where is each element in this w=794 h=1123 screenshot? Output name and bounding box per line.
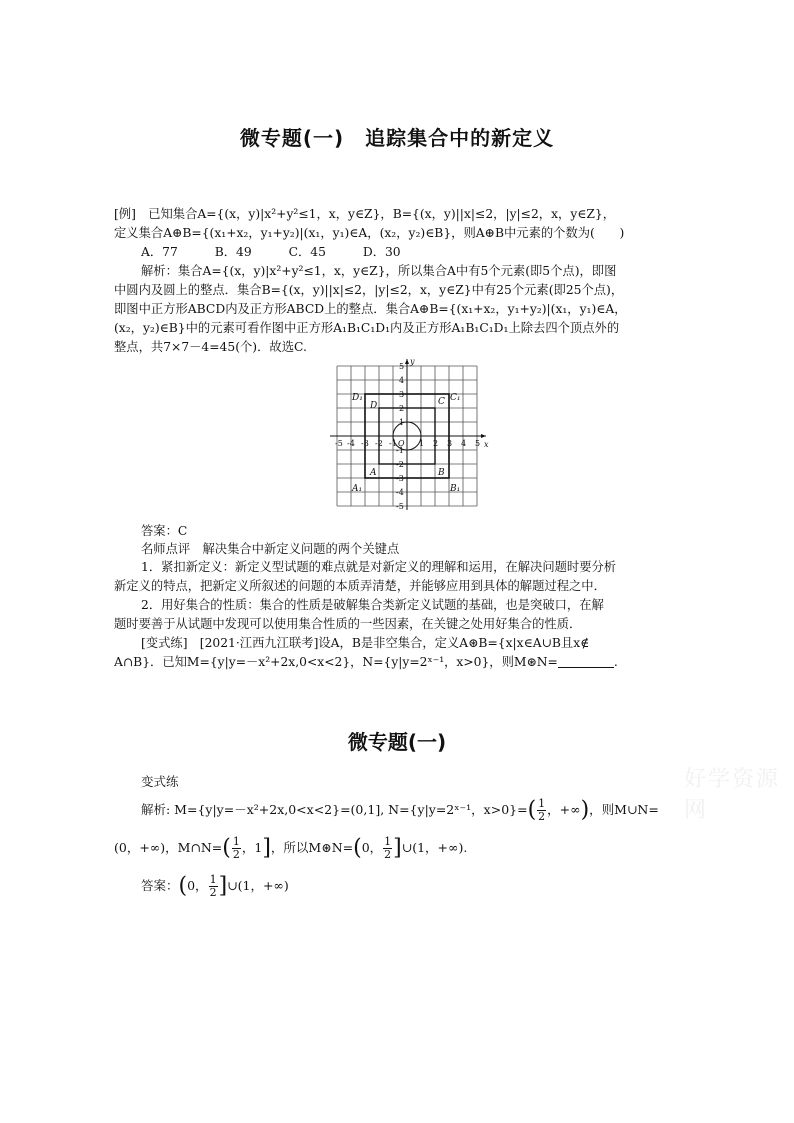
comment-p1-line-1: 1．紧扣新定义：新定义型试题的难点就是对新定义的理解和运用，在解决问题时要分析 — [141, 560, 617, 574]
y-tick: 5 — [399, 362, 405, 371]
x-tick: -3 — [361, 439, 369, 448]
coordinate-figure — [326, 358, 494, 514]
solution-answer: 答案：(0， $\frac{1}{2}$ ]∪(1，+∞) — [141, 873, 289, 899]
origin-label: O — [398, 439, 405, 448]
solution-text: ∪(1，+∞). — [401, 840, 468, 855]
x-tick: -1 — [389, 439, 397, 448]
exercise-line-1: [变式练] [2021·江西九江联考]设A，B是非空集合，定义A⊛B={x|x∈A∪B且x∉ — [141, 636, 590, 650]
y-tick: -4 — [396, 488, 404, 497]
analysis-line-4: (x₂，y₂)∈B}中的元素可看作图中正方形A₁B₁C₁D₁内及正方形A₁B₁C₁D₁上除去四个顶点外的 — [114, 321, 620, 335]
solution-text: 0， — [361, 840, 383, 855]
solution-line-1: 解析: M={y|y=－x²+2x,0<x<2}=(0,1], N={y|y=2ˣ⁻¹，x>0}=( $\frac{1}{2}$ ，+∞)，则M∪N= — [141, 797, 659, 823]
y-tick: -2 — [396, 460, 404, 469]
x-tick: -5 — [335, 439, 343, 448]
y-tick: -5 — [396, 502, 404, 511]
solution-text: ∪(1，+∞) — [227, 878, 289, 893]
example-line-1: [例] 已知集合A={(x，y)|x²+y²≤1，x，y∈Z}，B={(x，y)||x|≤2，|y|≤2，x，y∈Z}， — [114, 207, 616, 221]
fraction-half: $\frac{1}{2}$ — [209, 873, 217, 899]
analysis-line-2: 中圆内及圆上的整点．集合B={(x，y)||x|≤2，|y|≤2，x，y∈Z}中有25个元素(即25个点)， — [114, 283, 624, 297]
solution-line-2: (0，+∞)，M∩N=( $\frac{1}{2}$ ，1]，所以M⊛N=(0， $\frac{1}{2}$ ]∪(1，+∞). — [114, 835, 468, 861]
point-d1-label: D₁ — [352, 393, 363, 403]
x-axis-label: x — [484, 440, 489, 449]
analysis-line-1: 解析：集合A={(x，y)|x²+y²≤1，x，y∈Z}，所以集合A中有5个元素(即5个点)，即图 — [141, 264, 617, 278]
solution-text: 解析: M={y|y=－x²+2x,0<x<2}=(0,1], N={y|y=2ˣ⁻¹，x>0}= — [141, 802, 528, 817]
fraction-half: $\frac{1}{2}$ — [384, 835, 392, 861]
answer-1: 答案：C — [141, 524, 188, 538]
comment-p2-line-2: 题时要善于从试题中发现可以使用集合性质的一些因素，在关键之处用好集合的性质． — [114, 617, 582, 631]
exercise-text: A∩B}．已知M={y|y=－x²+2x,0<x<2}，N={y|y=2ˣ⁻¹，x>0}，则M⊛N= — [114, 655, 558, 669]
answer-blank — [558, 655, 614, 668]
section-title: 微专题(一) — [347, 730, 447, 754]
y-tick: 3 — [399, 390, 405, 399]
fraction-half: $\frac{1}{2}$ — [232, 835, 240, 861]
y-tick: 1 — [399, 418, 405, 427]
y-tick: 4 — [399, 376, 405, 385]
solution-text: 0， — [187, 878, 208, 893]
x-tick: -2 — [375, 439, 383, 448]
exercise-line-2 — [114, 653, 694, 672]
x-tick: 2 — [433, 439, 439, 448]
point-a-label: A — [370, 468, 377, 478]
x-tick: 5 — [475, 439, 481, 448]
point-b1-label: B₁ — [450, 484, 461, 494]
y-axis-label: y — [410, 358, 415, 366]
point-d-label: D — [370, 401, 378, 411]
solution-text: ，1 — [241, 840, 263, 855]
point-c-label: C — [438, 397, 445, 407]
point-a1-label: A₁ — [352, 484, 363, 494]
comment-p1-line-2: 新定义的特点，把新定义所叙述的问题的本质弄清楚，并能够应用到具体的解题过程之中． — [114, 579, 606, 593]
solution-text: ，+∞ — [547, 802, 581, 817]
example-line-2: 定义集合A⊕B={(x₁+x₂，y₁+y₂)|(x₁，y₁)∈A，(x₂，y₂)∈B}，则A⊕B中元素的个数为( ) — [114, 226, 625, 240]
solution-text: ，所以M⊛N= — [270, 840, 354, 855]
fraction-half: $\frac{1}{2}$ — [538, 797, 546, 823]
x-tick: -4 — [347, 439, 355, 448]
solution-text: ，则M∪N= — [589, 802, 659, 817]
solution-label: 变式练 — [141, 774, 179, 789]
comment-p2-line-1: 2．用好集合的性质：集合的性质是破解集合类新定义试题的基础，也是突破口，在解 — [141, 598, 604, 612]
comment-heading: 名师点评 解决集合中新定义问题的两个关键点 — [141, 542, 400, 556]
solution-text: (0，+∞)，M∩N= — [114, 840, 223, 855]
y-tick: -3 — [396, 474, 404, 483]
x-tick: 1 — [419, 439, 425, 448]
answer-label: 答案： — [141, 878, 179, 893]
y-tick: -1 — [396, 446, 404, 455]
x-tick: 3 — [447, 439, 453, 448]
page-title: 微专题(一) 追踪集合中的新定义 — [239, 126, 555, 150]
watermark: 好学资源网 — [684, 767, 781, 823]
point-c1-label: C₁ — [450, 393, 461, 403]
x-tick: 4 — [461, 439, 467, 448]
y-tick: 2 — [399, 404, 405, 413]
point-b-label: B — [438, 468, 445, 478]
analysis-line-5: 整点，共7×7－4=45(个)．故选C. — [114, 340, 307, 354]
exercise-end: . — [613, 655, 618, 669]
example-options: A．77 B．49 C．45 D．30 — [141, 245, 401, 259]
analysis-line-3: 即图中正方形ABCD内及正方形ABCD上的整点．集合A⊕B={(x₁+x₂，y₁+y₂)|(x₁，y₁)∈A， — [114, 302, 627, 316]
